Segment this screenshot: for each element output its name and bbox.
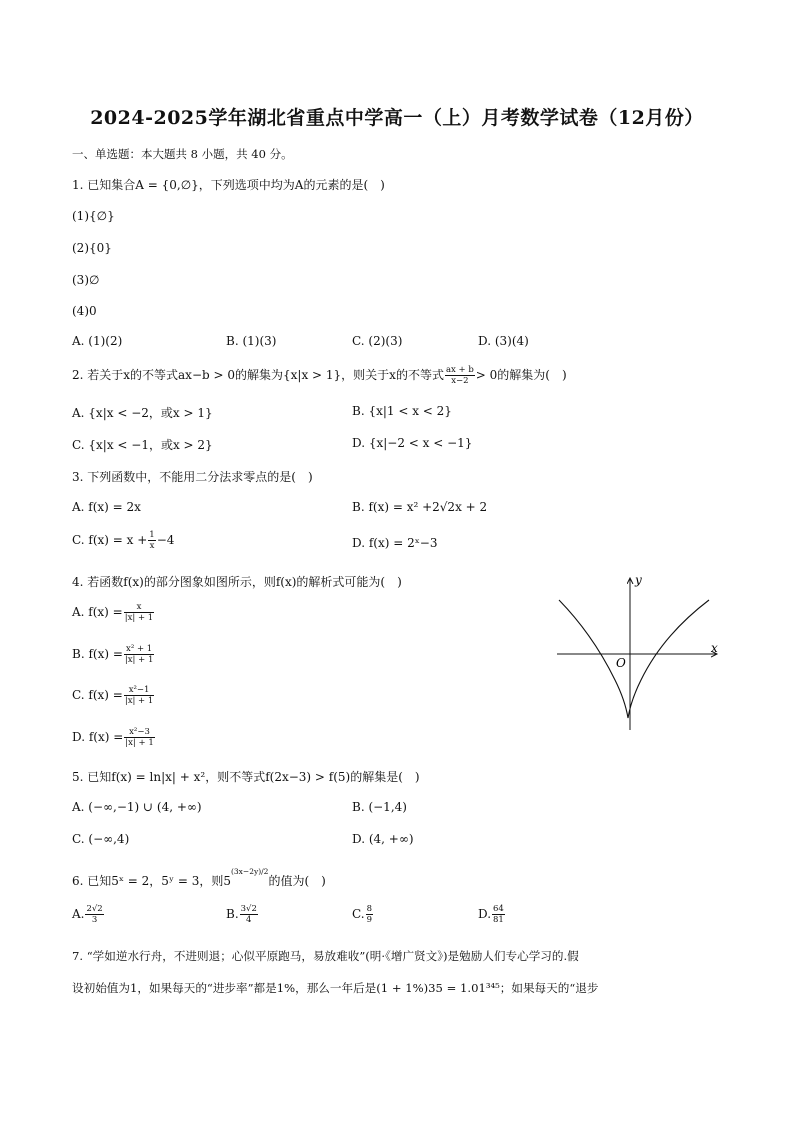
numerator: x (136, 602, 142, 612)
option-c (352, 905, 374, 924)
option-a (72, 905, 105, 924)
option-d: D. (4, +∞) (352, 832, 414, 846)
fraction (445, 366, 475, 385)
option-c-part: C. f(x) = x + (72, 533, 148, 547)
numerator: 1 (149, 530, 155, 540)
option-d (478, 905, 506, 924)
question-1-item: (2){0} (72, 241, 112, 255)
question-1-item: (1){∅} (72, 209, 115, 223)
option-a: A. (1)(2) (72, 334, 123, 348)
option-label: B. (226, 907, 239, 921)
denominator: x−2 (445, 375, 475, 386)
numerator: x²−1 (128, 685, 150, 695)
denominator: 81 (493, 914, 504, 925)
denominator: 4 (240, 914, 258, 925)
fraction (148, 531, 155, 550)
question-1-item: (3)∅ (72, 273, 100, 287)
fraction (366, 905, 373, 924)
option-a: A. {x|x < −2，或x > 1} (72, 406, 213, 420)
function-graph (553, 570, 723, 735)
numerator: x² + 1 (126, 644, 153, 654)
q2-stem-part: > 0的解集为( ) (475, 368, 567, 382)
option-c: C. (−∞,4) (72, 832, 130, 846)
option-label: C. f(x) = (72, 688, 123, 702)
fraction (124, 728, 154, 747)
option-a: A. f(x) = 2x (72, 500, 141, 514)
numerator: x²−3 (129, 727, 150, 737)
question-2-stem (72, 366, 567, 385)
option-d: D. (3)(4) (478, 334, 529, 348)
q6-stem-part: 6. 已知5ˣ = 2，5ʸ = 3，则5 (72, 874, 231, 888)
question-7-line: 7. “学如逆水行舟，不进则退；心似平原跑马，易放难收”(明·《增广贤文》)是勉励人们专心学习的.假 (72, 949, 579, 963)
denominator: |x| + 1 (125, 737, 154, 748)
y-axis-label: y (635, 573, 642, 587)
denominator: 3 (85, 914, 103, 925)
question-1-stem: 1. 已知集合A = {0,∅}，下列选项中均为A的元素的是( ) (72, 178, 385, 192)
x-axis-label: x (711, 641, 718, 655)
option-label: D. f(x) = (72, 730, 124, 744)
question-6-stem (72, 867, 326, 889)
option-b: B. f(x) = x² +2√2x + 2 (352, 500, 488, 514)
option-a (72, 603, 155, 622)
option-a: A. (−∞,−1) ∪ (4, +∞) (72, 800, 202, 814)
origin-label: O (616, 656, 626, 670)
denominator: |x| + 1 (124, 612, 154, 623)
option-d: D. f(x) = 2ˣ−3 (352, 536, 438, 550)
numerator: 8 (366, 904, 372, 914)
denominator: |x| + 1 (124, 654, 154, 665)
fraction (85, 905, 103, 924)
numerator: ax + b (445, 365, 474, 375)
fraction (124, 686, 154, 705)
numerator: 64 (493, 904, 504, 914)
question-3-stem: 3. 下列函数中，不能用二分法求零点的是( ) (72, 470, 313, 484)
question-1-item: (4)0 (72, 304, 97, 318)
section-heading: 一、单选题：本大题共 8 小题，共 40 分。 (72, 147, 293, 161)
denominator: 9 (366, 914, 372, 925)
option-label: A. (72, 907, 85, 921)
option-b: B. {x|1 < x < 2} (352, 404, 452, 418)
function-curve (559, 600, 709, 718)
fraction (124, 645, 154, 664)
numerator: 3√2 (240, 904, 257, 914)
question-5-stem: 5. 已知f(x) = ln|x| + x²，则不等式f(2x−3) > f(5)的解集是( ) (72, 770, 420, 784)
q2-stem-part: 2. 若关于x的不等式ax−b > 0的解集为{x|x > 1}，则关于x的不等式 (72, 368, 444, 382)
option-c (72, 531, 174, 550)
fraction (240, 905, 258, 924)
option-label: B. f(x) = (72, 647, 123, 661)
option-b (226, 905, 259, 924)
denominator: x (149, 540, 155, 551)
option-c-part: −4 (156, 533, 175, 547)
fraction (492, 905, 505, 924)
q6-stem-part: 的值为( ) (268, 874, 326, 888)
option-label: C. (352, 907, 365, 921)
denominator: |x| + 1 (124, 695, 154, 706)
option-b: B. (1)(3) (226, 334, 277, 348)
option-label: A. f(x) = (72, 605, 123, 619)
fraction (124, 603, 154, 622)
option-d: D. {x|−2 < x < −1} (352, 436, 473, 450)
option-d (72, 728, 156, 747)
question-7-line: 设初始值为1，如果每天的“进步率”都是1%，那么一年后是(1 + 1%)35 = 1.01³⁴⁵；如果每天的“退步 (72, 981, 599, 995)
exponent: (3x−2y)/2 (230, 867, 269, 876)
page-title: 2024-2025学年湖北省重点中学高一（上）月考数学试卷（12月份） (90, 107, 704, 129)
numerator: 2√2 (86, 904, 103, 914)
option-c: C. (2)(3) (352, 334, 403, 348)
option-b: B. (−1,4) (352, 800, 407, 814)
option-c (72, 686, 155, 705)
option-b (72, 645, 155, 664)
option-c: C. {x|x < −1，或x > 2} (72, 438, 213, 452)
option-label: D. (478, 907, 492, 921)
question-4-stem: 4. 若函数f(x)的部分图象如图所示，则f(x)的解析式可能为( ) (72, 575, 402, 589)
